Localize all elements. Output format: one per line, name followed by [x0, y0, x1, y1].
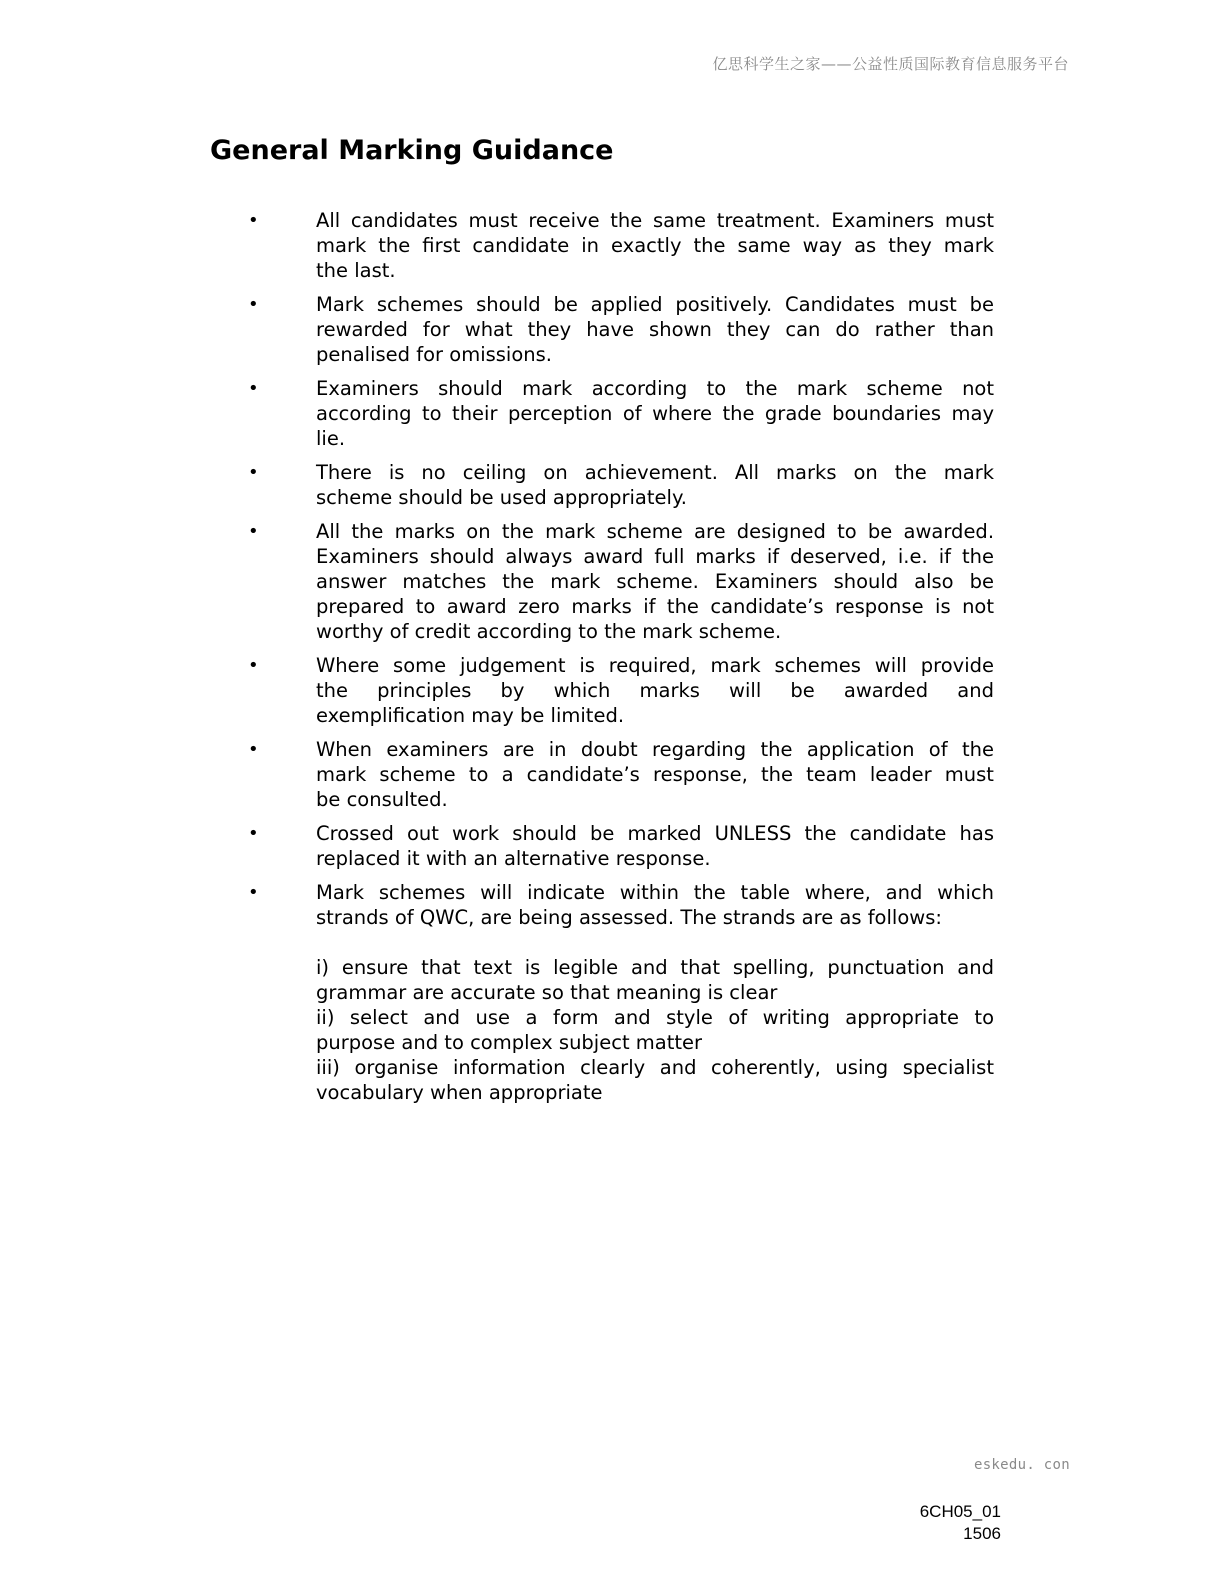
guidance-line [316, 905, 994, 930]
line-text: answer matches the mark scheme. Examiners should also be [316, 570, 994, 593]
qwc-strand-line [316, 1080, 994, 1105]
guidance-line [316, 258, 994, 283]
header-watermark: 亿思科学生之家——公益性质国际教育信息服务平台 [712, 55, 1069, 73]
qwc-strand-line [316, 1005, 994, 1030]
guidance-line [316, 821, 994, 846]
line-text: grammar are accurate so that meaning is clear [316, 981, 778, 1004]
guidance-line [316, 426, 994, 451]
guidance-line [316, 678, 994, 703]
line-text: purpose and to complex subject matter [316, 1031, 703, 1054]
line-text: i) ensure that text is legible and that spelling, punctuation and [316, 956, 994, 979]
bullet-icon: • [248, 294, 259, 315]
guidance-line [316, 208, 994, 233]
bullet-icon: • [248, 739, 259, 760]
qwc-strand-line [316, 980, 994, 1005]
line-text: ii) select and use a form and style of writing appropriate to [316, 1006, 995, 1029]
line-text: according to their perception of where the grade boundaries may [316, 402, 995, 425]
line-text: scheme should be used appropriately. [316, 486, 687, 509]
line-text: be consulted. [316, 788, 448, 811]
line-text: Mark schemes will indicate within the table where, and which [316, 881, 994, 904]
qwc-strand-line [316, 1030, 994, 1055]
bullet-icon: • [248, 882, 259, 903]
guidance-line [316, 787, 994, 812]
line-text: lie. [316, 427, 346, 450]
qwc-strand-line [316, 955, 994, 980]
guidance-line [316, 703, 994, 728]
paper-reference [920, 1501, 1001, 1545]
guidance-line [316, 233, 994, 258]
bullet-icon: • [248, 210, 259, 231]
line-text: the principles by which marks will be awarded and [316, 679, 994, 702]
line-text: iii) organise information clearly and coherently, using specialist [316, 1056, 994, 1079]
guidance-line [316, 460, 994, 485]
guidance-line [316, 544, 994, 569]
line-text: vocabulary when appropriate [316, 1081, 603, 1104]
guidance-line [316, 594, 994, 619]
guidance-line [316, 619, 994, 644]
guidance-line [316, 376, 994, 401]
line-text: There is no ceiling on achievement. All marks on the mark [316, 461, 995, 484]
line-text: prepared to award zero marks if the candidate’s response is not [316, 595, 994, 618]
qwc-strand-line [316, 1055, 994, 1080]
line-text: strands of QWC, are being assessed. The strands are as follows: [316, 906, 942, 929]
guidance-line [316, 317, 994, 342]
guidance-line [316, 569, 994, 594]
line-text: Mark schemes should be applied positively. Candidates must be [316, 293, 994, 316]
line-text: Crossed out work should be marked UNLESS the candidate has [316, 822, 994, 845]
bullet-icon: • [248, 462, 259, 483]
guidance-line [316, 880, 994, 905]
guidance-line [316, 485, 994, 510]
line-text: exemplification may be limited. [316, 704, 625, 727]
line-text: replaced it with an alternative response. [316, 847, 711, 870]
line-text: When examiners are in doubt regarding the application of the [316, 738, 994, 761]
page-title: General Marking Guidance [210, 135, 614, 166]
paper-code: 6CH05_01 [919, 1502, 1001, 1521]
line-text: All the marks on the mark scheme are designed to be awarded. [316, 520, 995, 543]
guidance-line [316, 292, 994, 317]
guidance-line [316, 401, 994, 426]
guidance-line [316, 519, 994, 544]
bullet-icon: • [248, 823, 259, 844]
line-text: Examiners should mark according to the mark scheme not [316, 377, 995, 400]
line-text: the last. [316, 259, 396, 282]
bullet-icon: • [248, 655, 259, 676]
footer-watermark: eskedu. con [973, 1457, 1070, 1473]
line-text: mark scheme to a candidate’s response, the team leader must [316, 763, 994, 786]
guidance-line [316, 653, 994, 678]
line-text: mark the first candidate in exactly the same way as they mark [316, 234, 995, 257]
guidance-line [316, 846, 994, 871]
line-text: Examiners should always award full marks if deserved, i.e. if the [316, 545, 995, 568]
line-text: worthy of credit according to the mark scheme. [316, 620, 782, 643]
guidance-line [316, 737, 994, 762]
line-text: Where some judgement is required, mark schemes will provide [316, 654, 995, 677]
line-text: penalised for omissions. [316, 343, 552, 366]
bullet-icon: • [248, 521, 259, 542]
guidance-line [316, 762, 994, 787]
guidance-line [316, 342, 994, 367]
bullet-icon: • [248, 378, 259, 399]
line-text: rewarded for what they have shown they can do rather than [316, 318, 995, 341]
line-text: All candidates must receive the same treatment. Examiners must [316, 209, 995, 232]
exam-session: 1506 [963, 1524, 1001, 1543]
